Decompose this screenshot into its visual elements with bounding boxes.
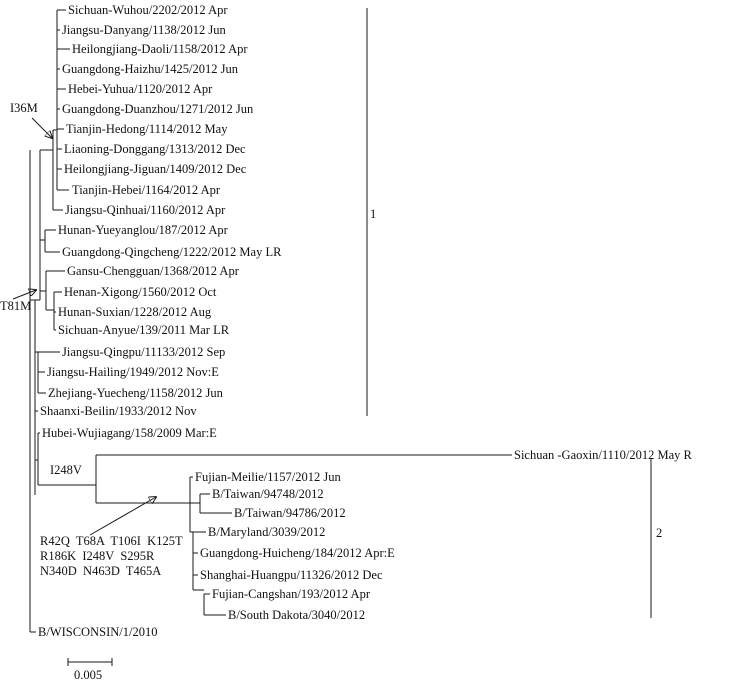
taxon-label: Liaoning-Donggang/1313/2012 Dec <box>64 142 246 156</box>
taxon-label: Jiangsu-Danyang/1138/2012 Jun <box>62 23 226 37</box>
taxon-label: Hunan-Yueyanglou/187/2012 Apr <box>58 223 228 237</box>
taxon-label: Fujian-Cangshan/193/2012 Apr <box>212 587 370 601</box>
taxon-label: Hebei-Yuhua/1120/2012 Apr <box>68 82 213 96</box>
taxon-label: Heilongjiang-Jiguan/1409/2012 Dec <box>64 162 247 176</box>
taxon-label: Guangdong-Haizhu/1425/2012 Jun <box>62 62 239 76</box>
taxon-label: Tianjin-Hebei/1164/2012 Apr <box>72 183 221 197</box>
taxon-label: Shaanxi-Beilin/1933/2012 Nov <box>40 404 197 418</box>
taxon-label: Jiangsu-Qinhuai/1160/2012 Apr <box>65 203 226 217</box>
mutation-label-i248v: I248V <box>50 463 82 477</box>
mutation-label-t81m: T81M <box>0 299 32 313</box>
taxon-label: B/Taiwan/94748/2012 <box>212 487 324 501</box>
taxon-label: Sichuan-Wuhou/2202/2012 Apr <box>68 3 228 17</box>
taxon-label: Henan-Xigong/1560/2012 Oct <box>64 285 217 299</box>
taxon-label: Fujian-Meilie/1157/2012 Jun <box>195 470 341 484</box>
taxon-label: Zhejiang-Yuecheng/1158/2012 Jun <box>48 386 223 400</box>
taxon-label: B/Maryland/3039/2012 <box>208 525 326 539</box>
cluster-2-label: 2 <box>656 526 663 540</box>
mutation-line: R186K I248V S295R <box>40 549 155 563</box>
arrow-i36m <box>32 118 52 138</box>
taxon-label: Shanghai-Huangpu/11326/2012 Dec <box>200 568 383 582</box>
taxon-label: B/WISCONSIN/1/2010 <box>38 625 158 639</box>
cluster-brackets <box>367 8 662 618</box>
cluster-1-label: 1 <box>370 207 377 221</box>
taxon-label: Hunan-Suxian/1228/2012 Aug <box>58 305 212 319</box>
taxon-label: Heilongjiang-Daoli/1158/2012 Apr <box>72 42 248 56</box>
mutation-line: N340D N463D T465A <box>40 564 162 578</box>
scale-bar-label: 0.005 <box>74 668 103 682</box>
taxon-label: Jiangsu-Hailing/1949/2012 Nov:E <box>47 365 219 379</box>
taxon-label: Guangdong-Duanzhou/1271/2012 Jun <box>62 102 254 116</box>
taxon-label: B/South Dakota/3040/2012 <box>228 608 366 622</box>
taxon-label: Hubei-Wujiagang/158/2009 Mar:E <box>42 426 217 440</box>
arrow-t81m <box>13 290 36 299</box>
scale-bar <box>68 658 112 682</box>
taxon-label: Guangdong-Huicheng/184/2012 Apr:E <box>200 546 395 560</box>
taxon-label: Tianjin-Hedong/1114/2012 May <box>66 122 228 136</box>
taxon-label: Sichuan -Gaoxin/1110/2012 May R <box>514 448 692 462</box>
taxon-label: B/Taiwan/94786/2012 <box>234 506 346 520</box>
mutation-line: R42Q T68A T106I K125T <box>40 534 183 548</box>
taxon-label: Guangdong-Qingcheng/1222/2012 May LR <box>62 245 282 259</box>
taxon-label: Jiangsu-Qingpu/11133/2012 Sep <box>62 345 226 359</box>
taxon-label: Sichuan-Anyue/139/2011 Mar LR <box>58 323 230 337</box>
mutation-label-i36m: I36M <box>10 101 38 115</box>
taxon-label: Gansu-Chengguan/1368/2012 Apr <box>67 264 239 278</box>
